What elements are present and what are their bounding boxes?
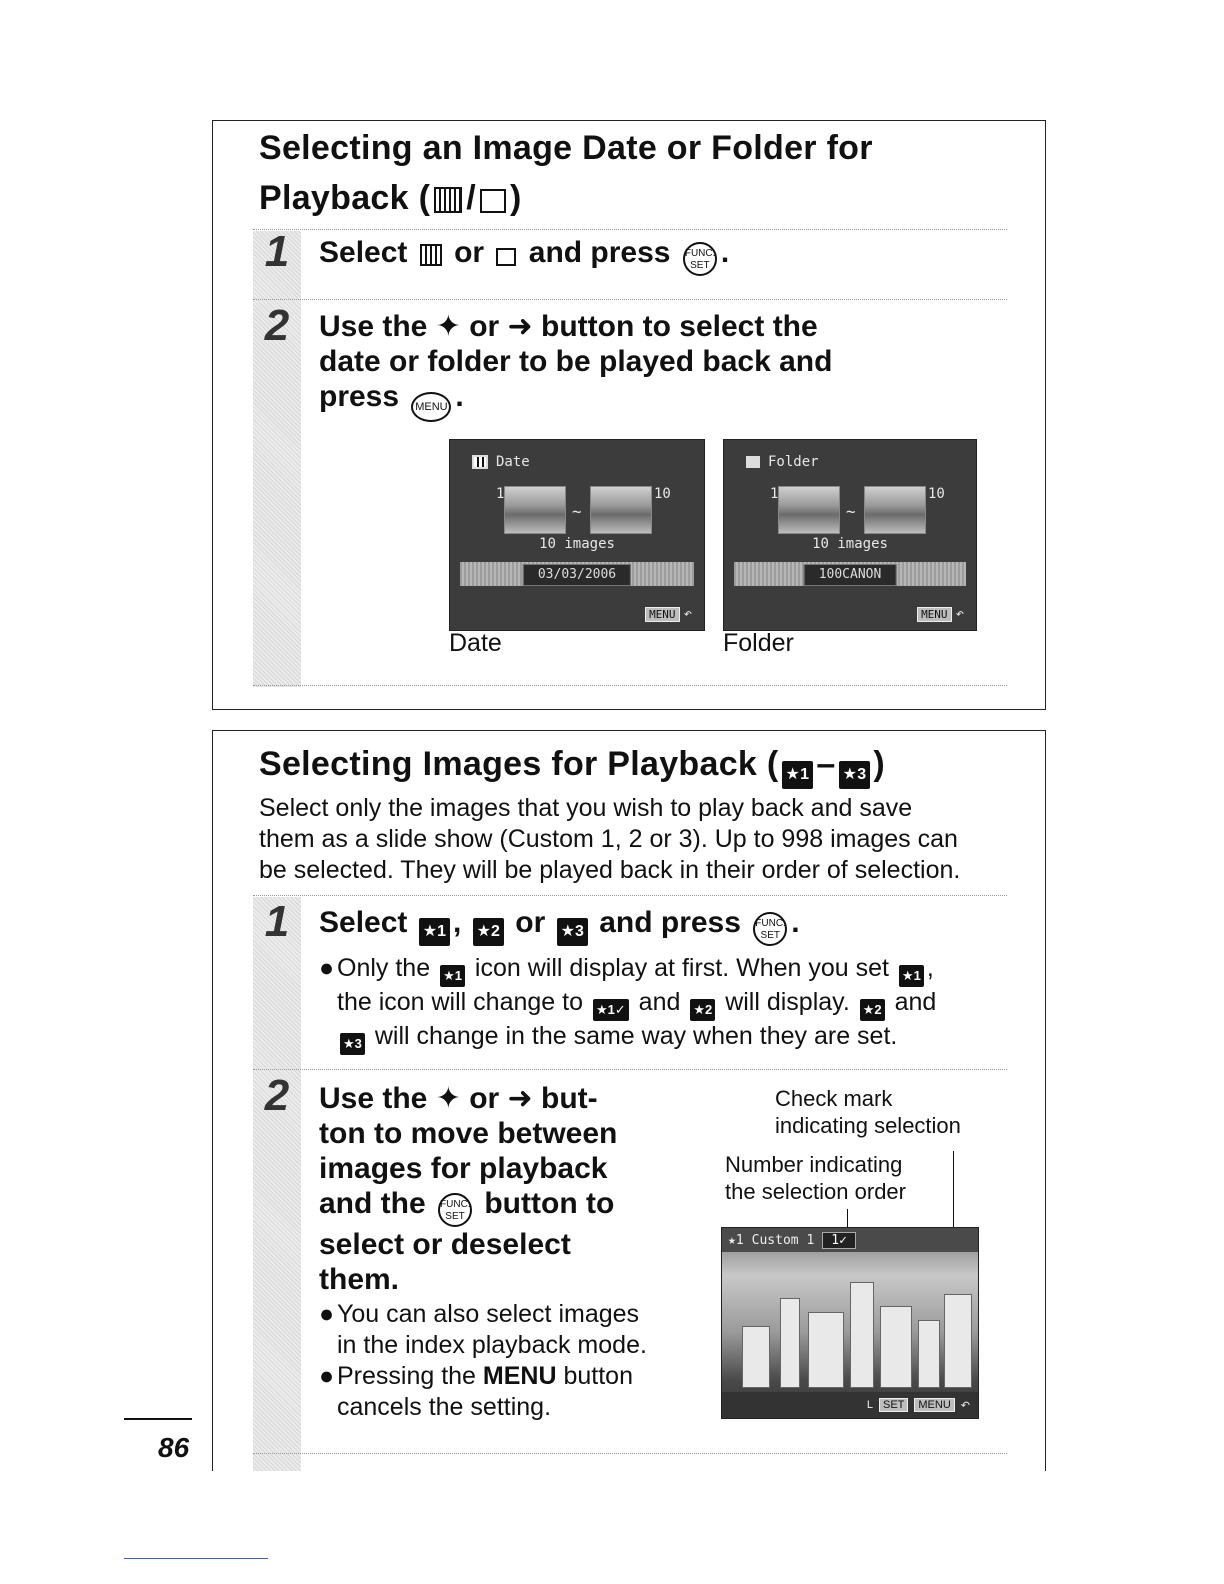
bullet-text: icon will display at first. When you set	[474, 954, 889, 982]
screen-menu-hint	[917, 606, 964, 622]
folder-icon	[746, 456, 760, 468]
step-text: and press	[599, 906, 741, 939]
calendar-icon	[434, 187, 462, 213]
image-count: 10 images	[539, 536, 615, 552]
bullet-text: Pressing the	[337, 1362, 483, 1390]
folder-field: 100CANON	[804, 564, 897, 586]
step-text: Use the	[319, 1082, 428, 1115]
step-number: 1	[264, 897, 290, 946]
step-text: or	[469, 1082, 500, 1115]
first-image-number: 1	[770, 486, 779, 502]
photo-building	[944, 1294, 972, 1388]
screen-header	[746, 454, 819, 470]
step-text: or	[469, 310, 500, 343]
custom2-icon: ★2	[473, 918, 504, 946]
callout-text: indicating selection	[775, 1113, 961, 1138]
image-size-icon: L	[866, 1399, 873, 1411]
calendar-icon	[420, 244, 442, 266]
screen-caption-folder: Folder	[723, 629, 794, 657]
divider	[253, 229, 1007, 230]
title-close-paren: )	[873, 745, 886, 783]
step-text: ton to move between	[319, 1117, 618, 1150]
step-text: Use the	[319, 310, 428, 343]
bullet-text: will change in the same way when they are set.	[374, 1022, 898, 1050]
bullet-text: You can also select images	[337, 1300, 640, 1328]
right-arrow-icon: ➜	[507, 1082, 533, 1115]
step1-heading	[319, 905, 800, 946]
callout-text: Number indicating	[725, 1152, 903, 1177]
bullet-icon: ●	[319, 1362, 335, 1390]
step-text: date or folder to be played back and	[319, 345, 833, 378]
photo-building	[850, 1282, 874, 1388]
first-image-number: 1	[496, 486, 505, 502]
step-text: .	[791, 906, 800, 939]
selection-bar	[734, 562, 966, 586]
custom1-checked-icon: ★1✓	[593, 999, 629, 1021]
bullet-icon: ●	[319, 1300, 335, 1328]
step-text: .	[455, 380, 464, 413]
back-icon: ↶	[955, 606, 964, 622]
section-custom-images	[212, 730, 1046, 1471]
custom2-icon: ★2	[690, 999, 715, 1021]
menu-chip: MENU	[645, 607, 680, 622]
title-text: Selecting Images for Playback (	[259, 745, 779, 783]
page-number-rule	[124, 1418, 192, 1420]
image-count: 10 images	[812, 536, 888, 552]
screen-footer	[722, 1392, 978, 1418]
folder-icon	[480, 189, 506, 213]
func-set-button-icon: FUNC. SET	[753, 912, 787, 946]
menu-button-icon: MENU	[411, 392, 451, 422]
divider	[253, 299, 1007, 300]
step-text: button to	[484, 1187, 615, 1220]
back-icon: ↶	[683, 606, 692, 622]
step-text: Select	[319, 906, 408, 939]
step-number: 1	[264, 227, 290, 276]
thumbnail-last	[590, 486, 652, 534]
intro-paragraph	[259, 793, 960, 886]
divider	[253, 1453, 1007, 1454]
func-set-button-icon: FUNC. SET	[438, 1193, 472, 1227]
bullet-text: ,	[926, 954, 934, 982]
section-title	[259, 123, 873, 223]
step-text: ,	[452, 906, 462, 939]
thumbnail-first	[504, 486, 566, 534]
bullet-text: and	[638, 988, 681, 1016]
step-number: 2	[264, 1071, 290, 1120]
section-title	[259, 739, 885, 789]
step-text: or	[515, 906, 546, 939]
selection-bar	[460, 562, 694, 586]
step2-heading	[319, 1081, 699, 1297]
left-arrow-icon: ✦	[435, 310, 461, 343]
right-arrow-icon: ➜	[507, 310, 533, 343]
step-text: and the	[319, 1187, 426, 1220]
custom1-icon: ★1	[899, 965, 924, 987]
photo-building	[880, 1306, 912, 1388]
camera-screen-folder	[723, 439, 977, 631]
set-chip: SET	[879, 1398, 908, 1412]
date-field: 03/03/2006	[523, 564, 631, 586]
custom1-icon: ★1	[728, 1232, 744, 1248]
range-tilde: ~	[846, 502, 856, 521]
custom1-icon: ★1	[419, 918, 450, 946]
step-text: button to select the	[541, 310, 818, 343]
intro-line: Select only the images that you wish to play back and save	[259, 794, 913, 822]
title-dash: –	[816, 745, 836, 783]
last-image-number: 10	[654, 486, 671, 502]
bullet-text: button	[556, 1362, 633, 1390]
menu-chip: MENU	[914, 1398, 954, 1412]
bullet-text: and	[894, 988, 937, 1016]
step2-heading	[319, 309, 832, 422]
custom3-icon: ★3	[839, 761, 871, 789]
title-line1: Selecting an Image Date or Folder for	[259, 129, 873, 167]
screen-caption-date: Date	[449, 629, 502, 657]
screen-header	[472, 454, 530, 470]
title-close-paren: )	[509, 179, 522, 217]
menu-keyword: MENU	[482, 1362, 557, 1390]
bullet-text: cancels the setting.	[337, 1393, 552, 1421]
photo-building	[918, 1320, 940, 1388]
step1-bullet	[319, 953, 1019, 1055]
last-image-number: 10	[928, 486, 945, 502]
divider	[253, 895, 1007, 896]
photo-building	[808, 1312, 844, 1388]
left-arrow-icon: ✦	[435, 1082, 461, 1115]
divider	[253, 685, 1007, 686]
camera-screen-date	[449, 439, 705, 631]
title-line2: Playback (	[259, 179, 431, 217]
camera-screen-custom	[721, 1227, 979, 1419]
calendar-icon	[472, 455, 488, 469]
custom3-icon: ★3	[340, 1033, 365, 1055]
callout-selection-order	[725, 1151, 906, 1205]
intro-line: be selected. They will be played back in their order of selection.	[259, 856, 961, 884]
step-strip	[253, 897, 301, 1471]
step-text: Select	[319, 236, 408, 269]
step-text: images for playback	[319, 1152, 608, 1185]
title-separator: /	[466, 179, 476, 217]
check-mark-indicator: 1✓	[822, 1232, 856, 1249]
divider	[253, 1069, 1007, 1070]
thumbnail-last	[864, 486, 926, 534]
step-text: and press	[528, 236, 671, 269]
custom1-icon: ★1	[782, 761, 814, 789]
func-set-button-icon: FUNC. SET	[683, 242, 717, 276]
screen-header-label: Date	[496, 454, 530, 470]
screen-header	[722, 1228, 978, 1252]
thumbnail-first	[778, 486, 840, 534]
bullet-icon: ●	[319, 954, 335, 982]
custom1-icon: ★1	[440, 965, 465, 987]
step-number: 2	[264, 301, 290, 350]
step1-heading	[319, 235, 729, 276]
footer-rule	[124, 1558, 268, 1559]
callout-text: the selection order	[725, 1179, 906, 1204]
step-text: .	[720, 236, 730, 269]
bullet-text: will display.	[725, 988, 850, 1016]
folder-icon	[496, 248, 516, 266]
custom2-icon: ★2	[860, 999, 885, 1021]
photo-building	[742, 1326, 770, 1388]
back-icon: ↶	[960, 1399, 970, 1412]
custom3-icon: ★3	[557, 918, 588, 946]
custom-label: Custom 1	[751, 1232, 815, 1248]
screen-menu-hint	[645, 606, 692, 622]
step-text: but-	[541, 1082, 598, 1115]
step-text: or	[454, 236, 485, 269]
range-tilde: ~	[572, 502, 582, 521]
section-date-folder	[212, 120, 1046, 710]
callout-text: Check mark	[775, 1086, 893, 1111]
page-number: 86	[158, 1432, 190, 1463]
step-text: select or deselect	[319, 1228, 571, 1261]
bullet-text: the icon will change to	[337, 988, 583, 1016]
callout-check-mark	[775, 1085, 961, 1139]
screen-header-label: Folder	[768, 454, 819, 470]
bullet-text: Only the	[337, 954, 431, 982]
step-text: press	[319, 380, 400, 413]
photo-building	[780, 1298, 800, 1388]
step2-bullets	[319, 1299, 699, 1423]
bullet-text: in the index playback mode.	[337, 1331, 647, 1359]
step-text: them.	[319, 1263, 400, 1296]
intro-line: them as a slide show (Custom 1, 2 or 3). Up to 998 images can	[259, 825, 958, 853]
menu-chip: MENU	[917, 607, 952, 622]
